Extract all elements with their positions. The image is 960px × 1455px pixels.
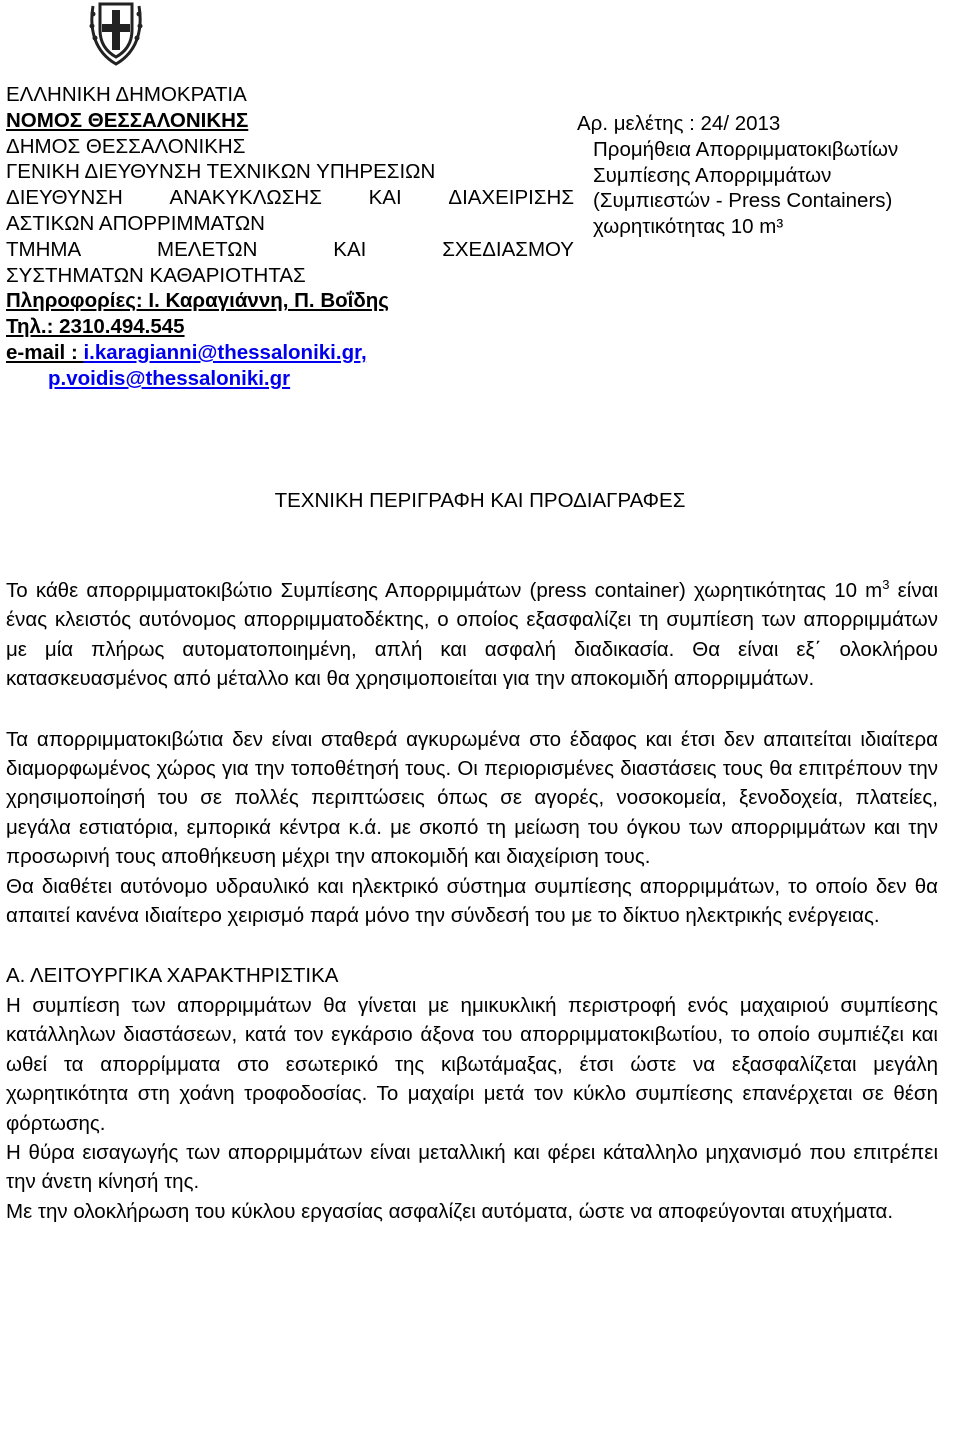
subject-line-3: (Συμπιεστών - Press Containers) xyxy=(593,189,893,213)
email-line xyxy=(6,340,574,366)
general-directorate-line: ΓΕΝΙΚΗ ΔΙΕΥΘΥΝΣΗ ΤΕΧΝΙΚΩΝ ΥΠΗΡΕΣΙΩΝ xyxy=(6,160,436,184)
phone-number: Τηλ.: 2310.494.545 xyxy=(6,315,185,339)
document-body xyxy=(6,576,938,1226)
email-label: e-mail : xyxy=(6,340,84,364)
subject-line-1: Προμήθεια Απορριμματοκιβωτίων xyxy=(593,137,899,161)
paragraph-compression: Η συμπίεση των απορριμμάτων θα γίνεται με ημικυκλική περιστροφή ενός μαχαιριού συμπίεσης κατάλληλων διαστάσεων, κατά τον εγκάρσιο άξονα του απορριμματοκιβωτίου, το οποίο συμπιέζει και ωθεί τα απορρίμματα στο εσωτερικό της κιβωτάμαξας, έτσι ώστε να εξασφαλίζεται μεγάλη χωρητικότητα στη χοάνη τροφοδοσίας. Το μαχαίρι μετά τον κύκλο συμπίεσης επανέρχεται σε θέση φόρτωσης. xyxy=(6,993,938,1135)
sender-block xyxy=(6,82,574,392)
paragraph-placement: Τα απορριμματοκιβώτια δεν είναι σταθερά αγκυρωμένα στο έδαφος και έτσι δεν απαιτείται ιδιαίτερα διαμορφωμένος χώρος για την τοποθέτησή τους. Οι περιορισμένες διαστάσεις τους θα επιτρέπουν την χρησιμοποίησή του σε πολλές περιπτώσεις όπως σε αγορές, νοσοκομεία, ξενοδοχεία, πλατείες, μεγάλα εστιατόρια, εμπορικά κέντρα κ.ά. με σκοπό τη μείωση του όγκου των απορριμμάτων και την προσωρινή τους αποθήκευση μέχρι την αποκομιδή και διαχείριση τους. xyxy=(6,727,938,869)
directorate-line: ΔΙΕΥΘΥΝΣΗ ΑΝΑΚΥΚΛΩΣΗΣ ΚΑΙ ΔΙΑΧΕΙΡΙΣΗΣ xyxy=(6,186,574,210)
paragraph-system: Θα διαθέτει αυτόνομο υδραυλικό και ηλεκτρικό σύστημα συμπίεσης απορριμμάτων, το οποίο δεν θα απαιτεί κανένα ιδιαίτερο χειρισμό παρά μόνο την σύνδεσή του με το δίκτυο ηλεκτρικής ενέργειας. xyxy=(6,874,938,928)
section-a-title: Α. ΛΕΙΤΟΥΡΓΙΚΑ ΧΑΡΑΚΤΗΡΙΣΤΙΚΑ xyxy=(6,964,339,988)
study-number: Αρ. μελέτης : 24/ 2013 xyxy=(577,112,781,135)
paragraph-safety: Με την ολοκλήρωση του κύκλου εργασίας ασφαλίζει αυτόματα, ώστε να αποφεύγονται ατυχήματα. xyxy=(6,1199,894,1223)
department-line: ΤΜΗΜΑ ΜΕΛΕΤΩΝ ΚΑΙ ΣΧΕΔΙΑΣΜΟΥ xyxy=(6,237,574,261)
document-title: ΤΕΧΝΙΚΗ ΠΕΡΙΓΡΑΦΗ ΚΑΙ ΠΡΟΔΙΑΓΡΑΦΕΣ xyxy=(274,489,686,512)
directorate-line-2: ΑΣΤΙΚΩΝ ΑΠΟΡΡΙΜΜΑΤΩΝ xyxy=(6,211,265,235)
contact-info: Πληροφορίες: Ι. Καραγιάννη, Π. Βοΐδης xyxy=(6,289,389,313)
greek-coat-of-arms-icon xyxy=(83,0,149,66)
municipality-line: ΔΗΜΟΣ ΘΕΣΣΑΛΟΝΙΚΗΣ xyxy=(6,134,246,158)
study-block xyxy=(577,111,953,240)
department-line-2: ΣΥΣΤΗΜΑΤΩΝ ΚΑΘΑΡΙΟΤΗΤΑΣ xyxy=(6,263,306,287)
email-link-2[interactable]: p.voidis@thessaloniki.gr xyxy=(48,366,291,390)
paragraph-intro: Το κάθε απορριμματοκιβώτιο Συμπίεσης Απορριμμάτων (press container) χωρητικότητας 10 $m^3$ είναι ένας κλειστός αυτόνομος απορριμματοδέκτης, ο οποίος εξασφαλίζει τη συμπίεση των απορριμμάτων με μία πλήρως αυτοματοποιημένη, απλή και ασφαλή διαδικασία. Θα είναι εξ΄ ολοκλήρου κατασκευασμένος από μέταλλο και θα χρησιμοποιείται για την αποκομιδή απορριμμάτων. xyxy=(6,577,939,691)
subject-line-2: Συμπίεσης Απορριμμάτων xyxy=(593,163,832,187)
country-line: ΕΛΛΗΝΙΚΗ ΔΗΜΟΚΡΑΤΙΑ xyxy=(6,83,247,106)
paragraph-door: Η θύρα εισαγωγής των απορριμμάτων είναι μεταλλική και φέρει κάταλληλο μηχανισμό που επιτρέπει την άνετη κίνησή της. xyxy=(6,1140,938,1194)
email-link-1[interactable]: i.karagianni@thessaloniki.gr, xyxy=(83,340,367,364)
prefecture-line: ΝΟΜΟΣ ΘΕΣΣΑΛΟΝΙΚΗΣ xyxy=(6,108,249,132)
subject-line-4: χωρητικότητας 10 m³ xyxy=(593,215,784,239)
